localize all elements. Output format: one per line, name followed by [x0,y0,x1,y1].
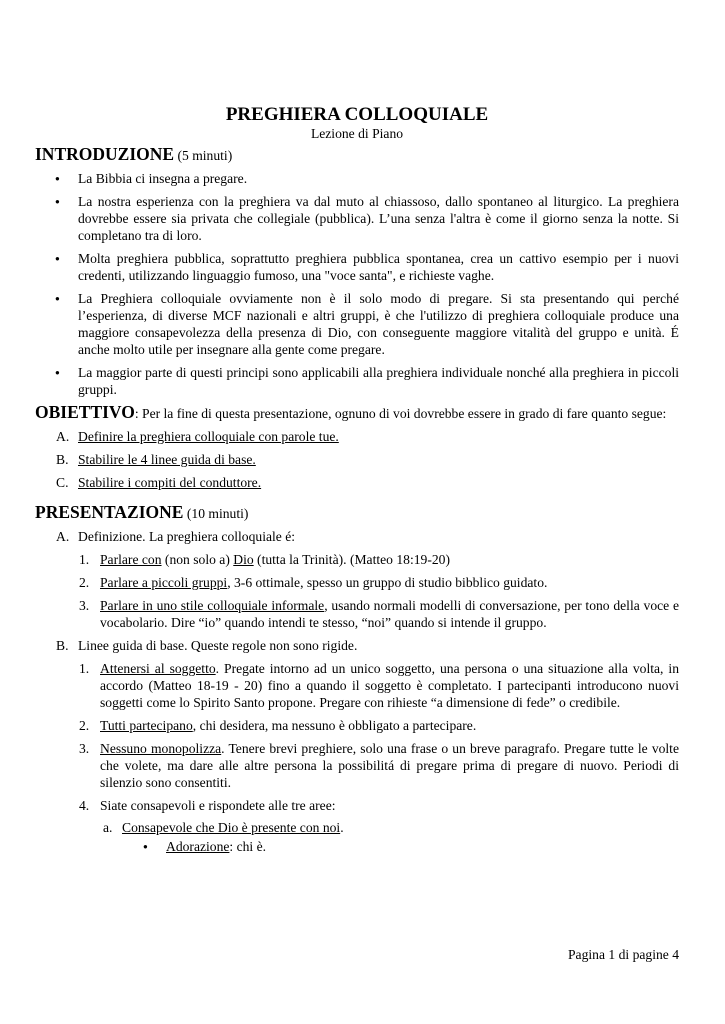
item-underlined: Parlare a piccoli gruppi [100,575,228,590]
list-item [35,717,679,734]
list-item: ● La maggior parte di questi principi sono applicabili alla preghiera individuale nonché alla preghiera in piccoli gruppi. [35,364,679,398]
item-label: 3. [79,598,90,613]
list-item [35,597,679,631]
item-label: 4. [79,798,90,813]
section-a [35,528,679,545]
item-underlined: Attenersi al soggetto [100,661,216,676]
item-label: B. [56,452,69,467]
item-text: Siate consapevoli e rispondete alle tre aree: [100,798,336,813]
item-label: A. [56,429,70,444]
item-underlined: Tutti partecipano [100,718,193,733]
item-text: , usando normali modelli di conversazione, per tono della voce e vocabolario. Dire “io” quando intendi te stesso, “noi” quando si intende il gruppo. [100,598,680,630]
item-text: Stabilire i compiti del conduttore. [78,475,262,490]
page-footer: Pagina 1 di pagine 4 [568,947,679,962]
objective-heading: OBIETTIVO [35,402,135,422]
item-label: 2. [79,575,90,590]
list-item [35,551,679,568]
item-label: 2. [79,718,90,733]
item-text: Linee guida di base. Queste regole non sono rigide. [78,638,358,653]
item-label: 1. [79,552,90,567]
item-text: . [340,820,344,835]
item-underlined: Dio [233,552,254,567]
item-text: Stabilire le 4 linee guida di base. [78,452,256,467]
item-underlined: Nessuno monopolizza [100,741,222,756]
list-item [35,797,679,814]
item-underlined: Parlare in uno stile colloquiale informale [100,598,325,613]
intro-bullets [35,170,679,398]
item-text: . Pregate intorno ad un unico soggetto, una persona o una situazione alla volta, in accordo (Matteo 18-19 - 20) fino a quando il soggetto è completato. I partecipanti introducono nuovi soggetti come lo Spirito Santo propone. Pregare con rihieste “a dimensione di fede” o credibile. [100,661,679,710]
page-title: PREGHIERA COLLOQUIALE [225,104,489,125]
item-underlined: Consapevole che Dio è presente con noi [122,820,341,835]
objective-paragraph [35,404,679,422]
objective-item [35,474,679,491]
list-item [35,660,679,711]
item-label: 3. [79,741,90,756]
presentation-heading [35,504,679,522]
list-item [35,819,679,836]
item-label: C. [56,475,69,490]
bullet-icon: ● [143,842,148,851]
list-item: ● La Bibbia ci insegna a pregare. [35,170,679,187]
intro-duration: (5 minuti) [177,148,233,163]
item-label: a. [103,820,113,835]
item-text: , 3-6 ottimale, spesso un gruppo di studio bibblico guidato. [227,575,548,590]
item-label: 1. [79,661,90,676]
intro-heading-text: INTRODUZIONE [35,144,175,164]
list-item [35,574,679,591]
presentation-duration: (10 minuti) [186,506,249,521]
item-text: Definire la preghiera colloquiale con parole tue. [78,429,339,444]
item-text: (tutta la Trinità). (Matteo 18:19-20) [253,552,450,567]
document-page [35,104,679,855]
item-text: . Tenere brevi preghiere, solo una frase o un breve paragrafo. Pregare tutte le volte che volete, ma dare alle altre persona la possibilitá di pregare prima di pregare di nuovo. Periodi di silenzio sono consentiti. [100,741,679,790]
item-underlined: Parlare con [100,552,162,567]
list-item: ● La nostra esperienza con la preghiera va dal muto al chiassoso, dallo spontaneo al liturgico. La preghiera dovrebbe essere sia privata che collegiale (pubblica). L’una senza l'altra è come il giorno senza la notte. Si completano tra di loro. [35,193,679,244]
presentation-heading-text: PRESENTAZIONE [35,502,184,522]
intro-heading [35,146,679,164]
objective-text: : Per la fine di questa presentazione, ognuno di voi dovrebbe essere in grado di fare quanto segue: [134,406,667,421]
list-item [35,740,679,791]
section-b [35,637,679,654]
list-item [35,838,679,855]
item-label: A. [56,529,70,544]
list-item: ● Molta preghiera pubblica, soprattutto preghiera pubblica spontanea, crea un cattivo esempio per i nuovi credenti, utilizzando linguaggio fumoso, una "voce santa", e richieste vaghe. [35,250,679,284]
item-text: , chi desidera, ma nessuno è obbligato a partecipare. [192,718,477,733]
item-text: : chi è. [229,839,267,854]
item-underlined: Adorazione [166,839,230,854]
objective-item [35,428,679,445]
list-item: ● La Preghiera colloquiale ovviamente non è il solo modo di pregare. Si sta presentando qui perché l’esperienza, di diverse MCF nazionali e altri gruppi, è che l'utilizzo di preghiera colloquiale produce una maggiore consapevolezza della presenza di Dio, con conseguente maggiore vitalità del gruppo e unità. É anche molto utile per insegnare alla gente come pregare. [35,290,679,358]
item-label: B. [56,638,69,653]
page-subtitle: Lezione di Piano [310,126,404,141]
item-text: (non solo a) [161,552,234,567]
objective-item [35,451,679,468]
item-text: Definizione. La preghiera colloquiale é: [78,529,296,544]
